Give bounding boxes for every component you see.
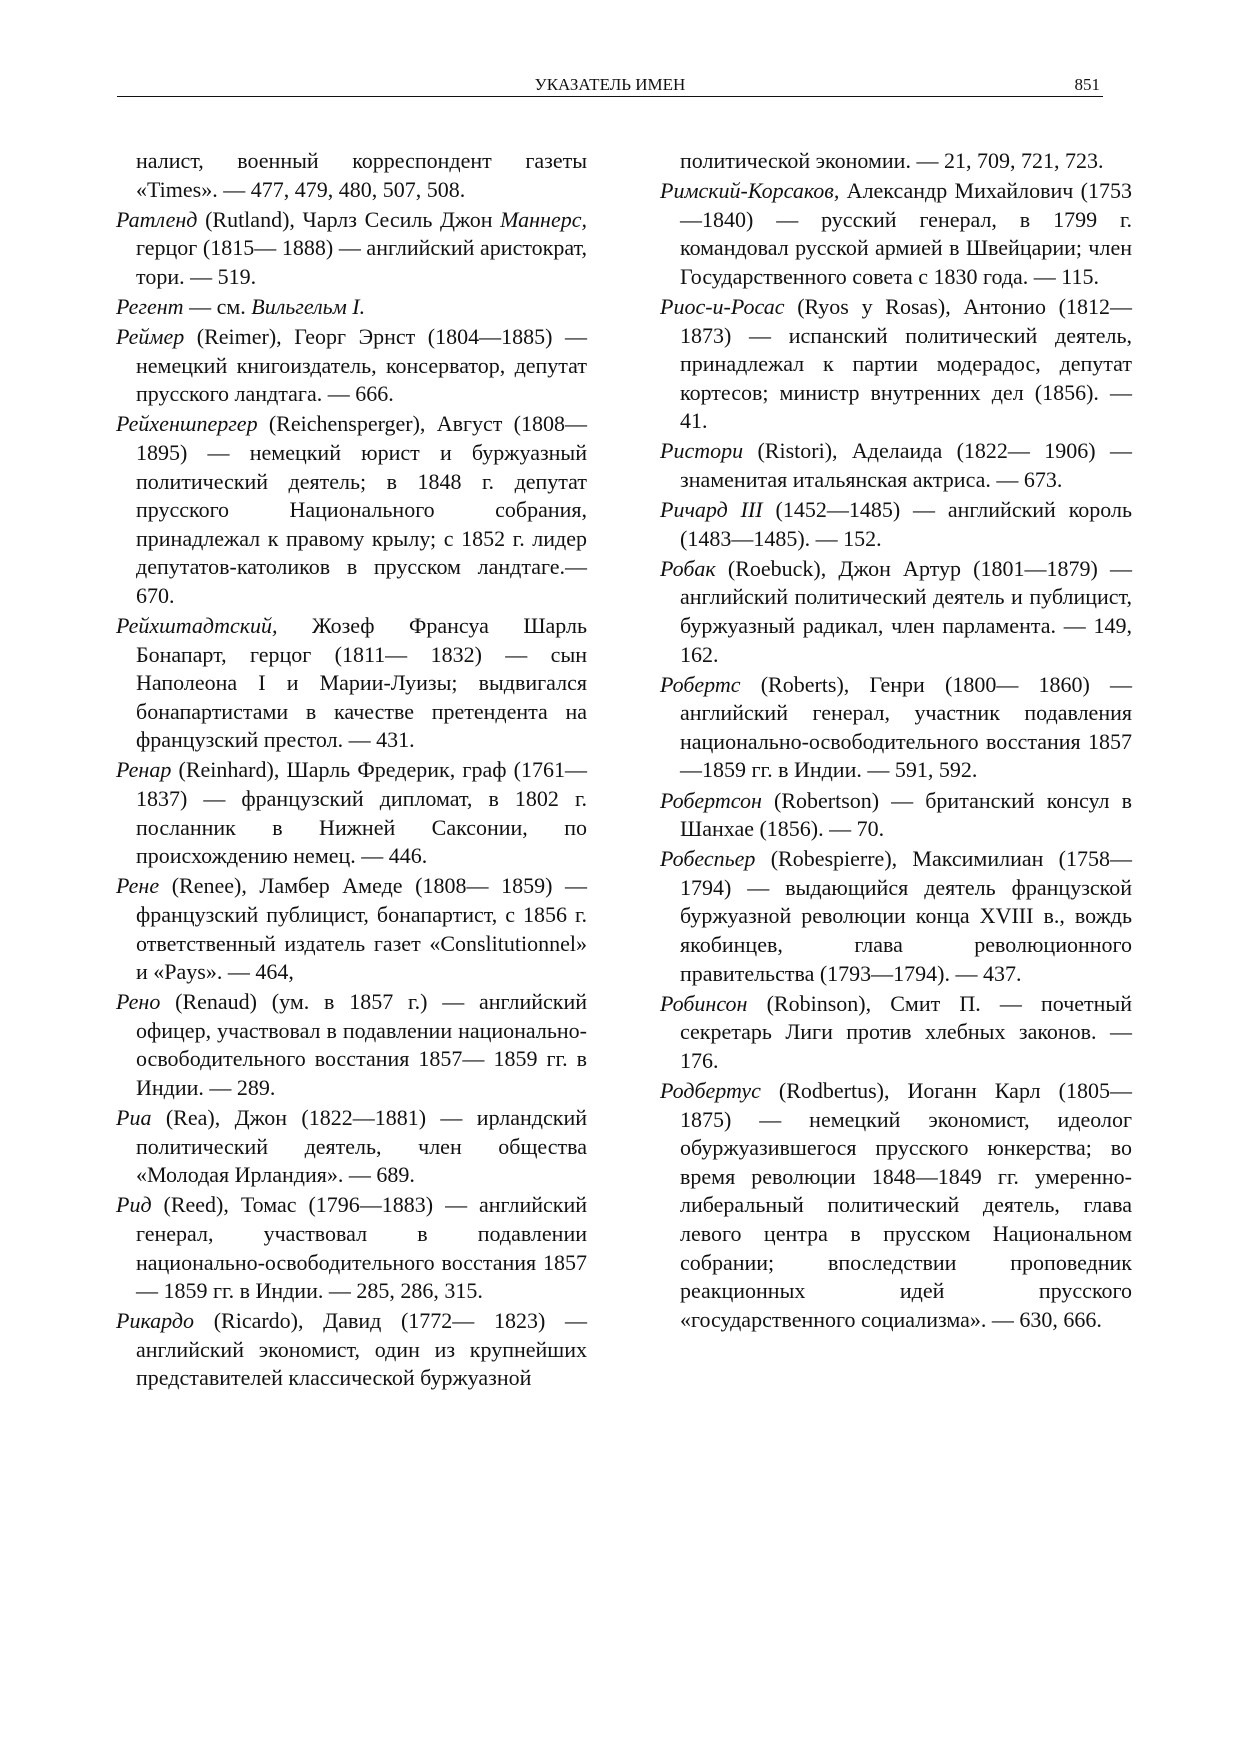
index-entry: Рене (Renee), Ламбер Амеде (1808— 1859) — французский публицист, бонапартист, с 1856 г. ответственный издатель газет «Conslitutionnel» и «Pays». — 464,	[116, 873, 587, 985]
right-column	[660, 147, 1132, 1336]
index-entry: Родбертус (Rodbertus), Иоганн Карл (1805—1875) — немецкий экономист, идеолог обуржуазившегося прусского юнкерства; во время революции 1848—1849 гг. умеренно-либеральный политический деятель, глава левого центра в прусском Национальном собрании; впоследствии проповедник реакционных идей прусского «государственного социализма». — 630, 666.	[660, 1078, 1132, 1332]
index-entry: Риос-и-Росас (Ryos у Rosas), Антонио (1812—1873) — испанский политический деятель, принадлежал к партии модерадос, депутат кортесов; министр внутренних дел (1856). — 41.	[660, 293, 1132, 434]
entry-name: Робинсон	[660, 990, 748, 1016]
cross-reference: Вильгельм I.	[251, 293, 366, 319]
entry-name: Ристори	[660, 438, 744, 464]
entry-name: Рено	[116, 989, 161, 1015]
entry-name: Рикардо	[116, 1308, 195, 1334]
index-entry: Реймер (Reimer), Георг Эрнст (1804—1885) — немецкий книгоиздатель, консерватор, депутат прусского ландтага. — 666.	[116, 324, 587, 407]
index-entry: Робинсон (Robinson), Смит П. — почетный секретарь Лиги против хлебных законов. — 176.	[660, 990, 1132, 1073]
entry-name: Римский-Корсаков,	[660, 178, 840, 204]
entry-name: Робертсон	[660, 787, 762, 813]
entry-name: Рейхеншпергер	[116, 411, 258, 437]
page-number: 851	[1074, 75, 1100, 94]
entry-name: Рейхштадтский,	[116, 613, 278, 638]
index-entry: Ренар (Reinhard), Шарль Фредерик, граф (1761—1837) — французский дипломат, в 1802 г. посланник в Нижней Саксонии, по происхождению немец. — 446.	[116, 757, 587, 869]
index-entry: Регент — см. Вильгельм I.	[116, 293, 366, 319]
entry-name: Родбертус	[660, 1078, 761, 1103]
index-entry: налист, военный корреспондент газеты «Times». — 477, 479, 480, 507, 508.	[136, 148, 587, 202]
index-entry: Робертсон (Robertson) — британский консул в Шанхае (1856). — 70.	[660, 787, 1132, 842]
index-entry: Робертс (Roberts), Генри (1800— 1860) — английский генерал, участник подавления национально-освободительного восстания 1857—1859 гг. в Индии. — 591, 592.	[660, 671, 1132, 783]
index-entry: Римский-Корсаков, Александр Михайлович (1753—1840) — русский генерал, в 1799 г. командовал русской армией в Швейцарии; член Государственного совета с 1830 года. — 115.	[660, 178, 1132, 289]
index-entry: Рикардо (Ricardo), Давид (1772— 1823) — английский экономист, один из крупнейших представителей классической буржуазной	[116, 1308, 587, 1391]
entry-name: Робеспьер	[660, 846, 756, 872]
index-entry: Ристори (Ristori), Аделаида (1822— 1906) — знаменитая итальянская актриса. — 673.	[660, 438, 1132, 493]
entry-name: Ратленд	[116, 206, 198, 232]
index-entry: Риа (Rea), Джон (1822—1881) — ирландский политический деятель, член общества «Молодая Ирландия». — 689.	[116, 1105, 587, 1188]
index-entry: Робак (Roebuck), Джон Артур (1801—1879) — английский политический деятель и публицист, буржуазный радикал, член парламента. — 149, 162.	[660, 555, 1132, 667]
index-entry: Робеспьер (Robespierre), Максимилиан (1758—1794) — выдающийся деятель французской буржуазной революции конца XVIII в., вождь якобинцев, глава революционного правительства (1793—1794). — 437.	[660, 846, 1132, 986]
entry-name: Рене	[116, 873, 160, 899]
index-entry: Рид (Reed), Томас (1796—1883) — английский генерал, участвовал в подавлении национально-освободительного восстания 1857— 1859 гг. в Индии. — 285, 286, 315.	[116, 1192, 587, 1304]
entry-name: Регент	[116, 293, 184, 319]
index-entry: Рейхеншпергер (Reichensperger), Август (1808—1895) — немецкий юрист и буржуазный политический деятель; в 1848 г. депутат прусского Национального собрания, принадлежал к правому крылу; с 1852 г. лидер депутатов-католиков в прусском ландтаге.— 670.	[116, 411, 587, 608]
entry-name: Риос-и-Росас	[660, 293, 785, 319]
entry-name: Риа	[116, 1105, 152, 1131]
index-entry: Рейхштадтский, Жозеф Франсуа Шарль Бонапарт, герцог (1811— 1832) — сын Наполеона I и Марии-Луизы; выдвигался бонапартистами в качестве претендента на французский престол. — 431.	[116, 613, 587, 753]
index-entry: Рено (Renaud) (ум. в 1857 г.) — английский офицер, участвовал в подавлении национально-освободительного восстания 1857— 1859 гг. в Индии. — 289.	[116, 989, 587, 1100]
index-entry: политической экономии. — 21, 709, 721, 723.	[680, 148, 1104, 173]
left-column	[116, 147, 587, 1395]
running-title: УКАЗАТЕЛЬ ИМЕН	[534, 75, 686, 94]
index-entry: Ричард III (1452—1485) — английский король (1483—1485). — 152.	[660, 497, 1132, 551]
entry-name: Робак	[660, 555, 716, 581]
running-header	[117, 74, 1103, 97]
index-entry: Ратленд (Rutland), Чарлз Сесиль Джон Маннерс, герцог (1815— 1888) — английский аристократ, тори. — 519.	[116, 206, 587, 289]
entry-name: Ренар	[116, 757, 172, 783]
entry-name: Робертс	[660, 671, 741, 697]
entry-name: Реймер	[116, 324, 185, 350]
entry-name: Ричард III	[660, 497, 763, 523]
entry-name: Рид	[116, 1192, 152, 1218]
